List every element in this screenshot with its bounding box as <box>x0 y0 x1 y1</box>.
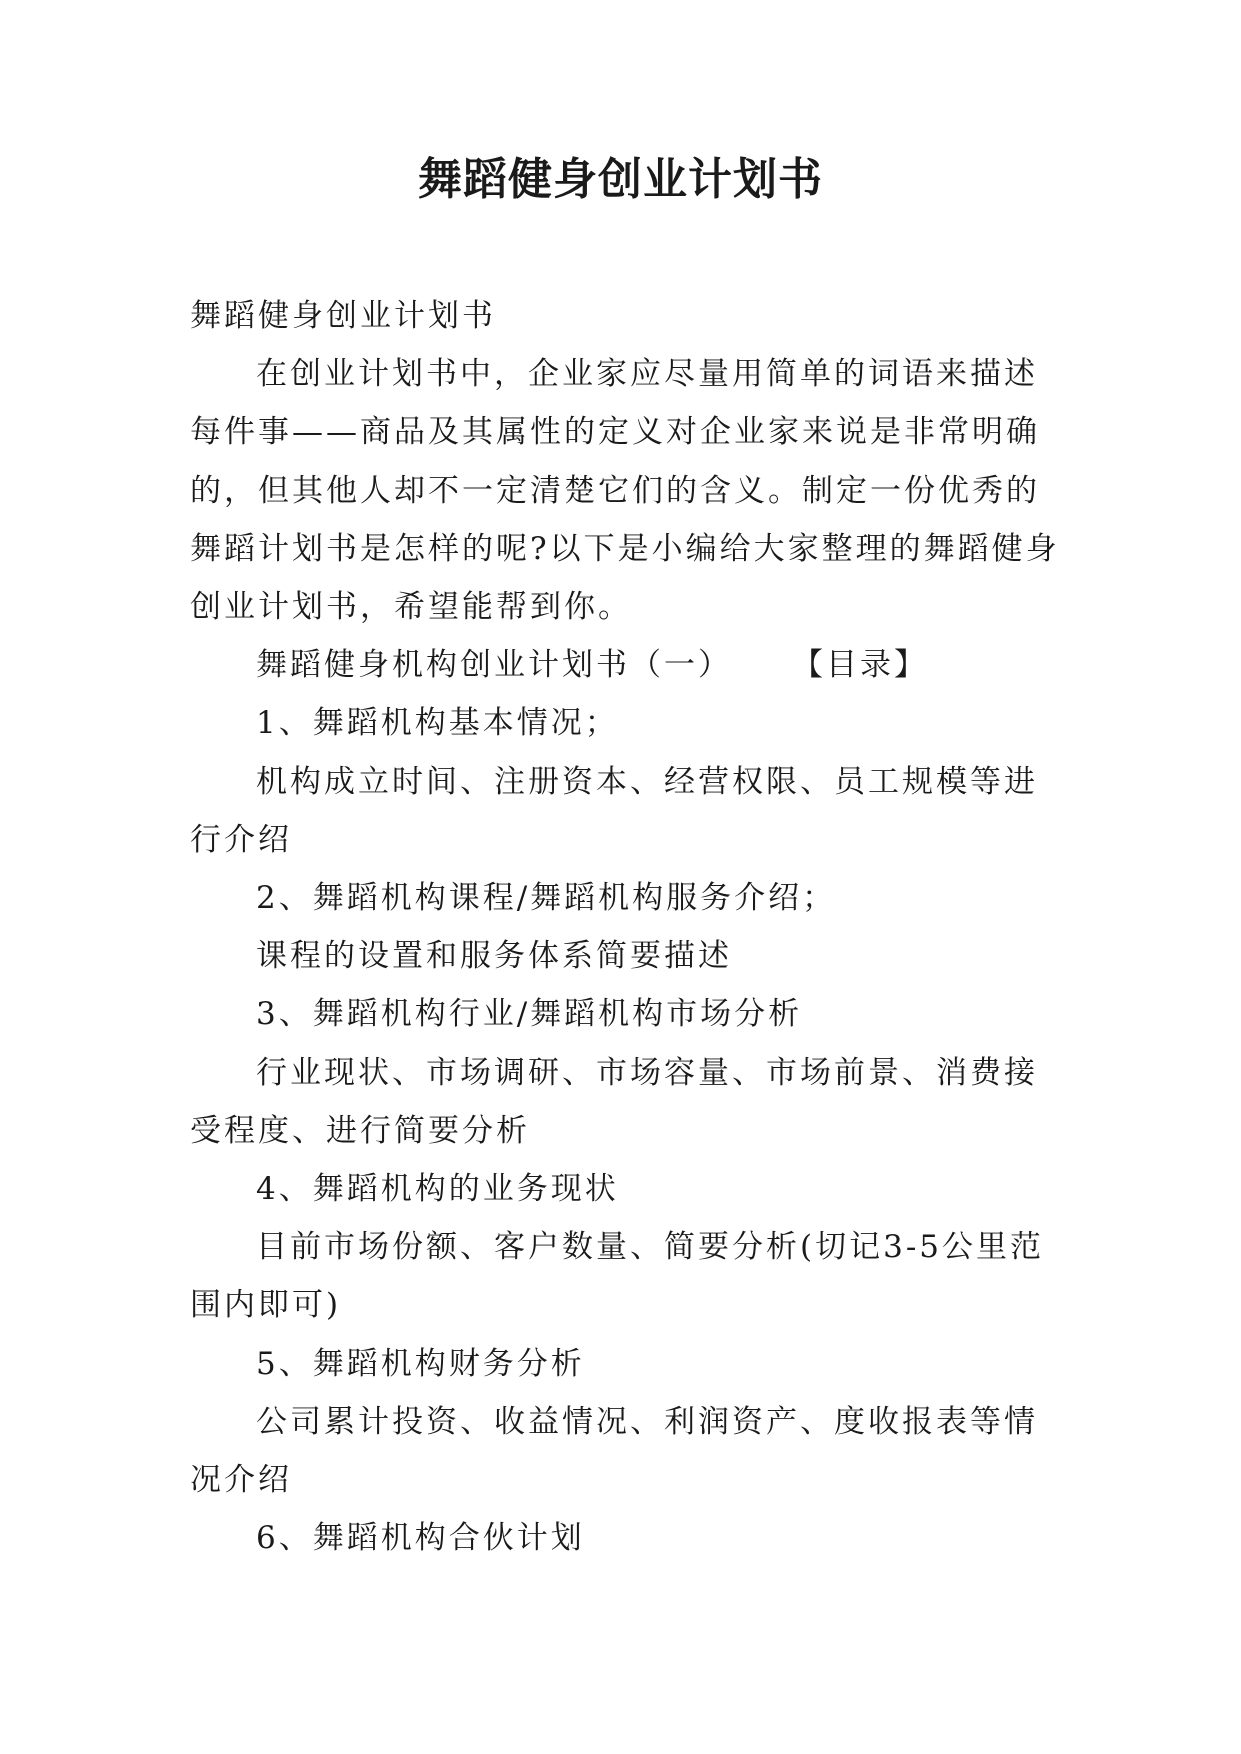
document-body <box>190 287 1060 1567</box>
toc-item-3: 3、舞蹈机构行业/舞蹈机构市场分析 <box>256 996 803 1033</box>
document-title: 舞蹈健身创业计划书 <box>418 154 823 205</box>
toc-label: 【目录】 <box>792 647 928 684</box>
toc-item-4-desc: 目前市场份额、客户数量、简要分析(切记3-5公里范围内即可) <box>190 1229 1045 1324</box>
toc-item-1: 1、舞蹈机构基本情况； <box>256 705 619 742</box>
toc-item-1-desc: 机构成立时间、注册资本、经营权限、员工规模等进行介绍 <box>190 763 1038 858</box>
toc-item-5-desc: 公司累计投资、收益情况、利润资产、度收报表等情况介绍 <box>190 1403 1038 1499</box>
paragraph-heading: 舞蹈健身创业计划书 <box>190 298 496 334</box>
toc-item-4: 4、舞蹈机构的业务现状 <box>256 1171 619 1208</box>
paragraph-intro: 在创业计划书中，企业家应尽量用简单的词语来描述每件事——商品及其属性的定义对企业家来说是非常明确的，但其他人却不一定清楚它们的含义。制定一份优秀的舞蹈计划书是怎样的呢?以下是小编给大家整理的舞蹈健身创业计划书，希望能帮到你。 <box>190 356 1060 626</box>
toc-item-5: 5、舞蹈机构财务分析 <box>256 1345 585 1382</box>
toc-item-2-desc: 课程的设置和服务体系简要描述 <box>256 938 732 975</box>
toc-item-3-desc: 行业现状、市场调研、市场容量、市场前景、消费接受程度、进行简要分析 <box>190 1054 1038 1149</box>
toc-item-2: 2、舞蹈机构课程/舞蹈机构服务介绍； <box>256 880 837 917</box>
toc-item-6: 6、舞蹈机构合伙计划 <box>256 1520 585 1557</box>
plan-title-text: 舞蹈健身机构创业计划书（一） <box>256 647 732 684</box>
paragraph-plan-title <box>190 636 1060 694</box>
